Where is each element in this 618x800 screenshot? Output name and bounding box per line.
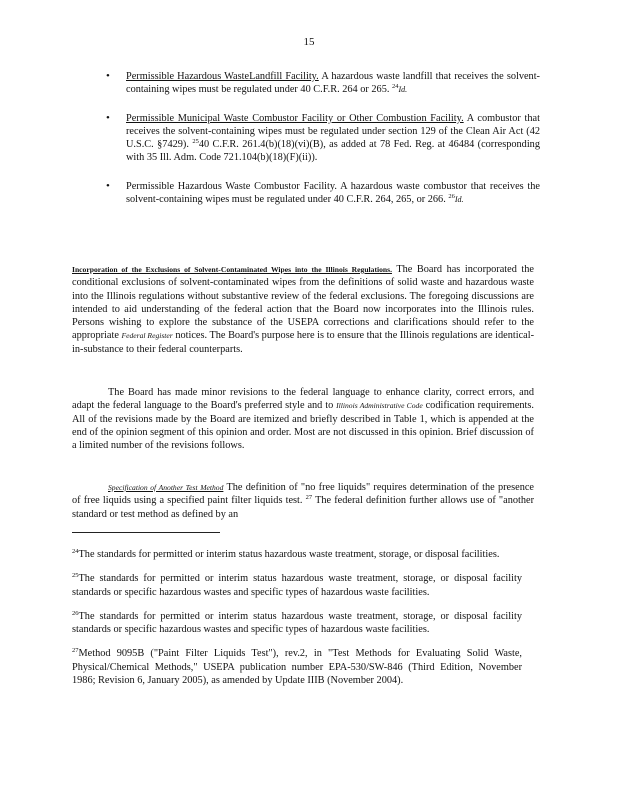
paragraph-incorporation	[72, 263, 534, 356]
paragraph-text: The Board has incorporated the conditional exclusions of solvent-contaminated wipes from the definitions of solid waste and hazardous waste into the Illinois regulations without substantive review of the federal exclusions. The foregoing discussions are intended to aid understanding of the federal action that the Board now incorporates into the Illinois rules. Persons wishing to explore the substance of the USEPA corrections and clarifications should refer to the appropriate	[72, 264, 534, 342]
footnote	[72, 647, 522, 687]
italic-term: Illinois Administrative Code	[336, 401, 423, 411]
citation: Id.	[454, 195, 464, 205]
bullet-text: A combustor that receives the solvent-containing wipes must be regulated under section 129 of the Clean Air Act (42 U.S.C. §7429).	[126, 112, 540, 151]
paragraph-tail: codification requirements. All of the revisions made by the Board are itemized and briefly described in Table 1, which is appended at the end of the opinion segment of this opinion and order. Most are not discussed in this opinion. Brief discussion of a limited number of the revisions follows.	[72, 400, 534, 452]
footnote-ref: 27	[305, 494, 313, 502]
footnotes	[72, 548, 522, 698]
footnote-number: 27	[72, 647, 79, 655]
footnote-text: Method 9095B ("Paint Filter Liquids Test"), rev.2, in "Test Methods for Evaluating Solid Waste, Physical/Chemical Methods," USEPA publication number EPA-530/SW-846 (Third Edition, November 1986; Revision 6, January 2005), as amended by Update IIIB (November 2004).	[72, 648, 522, 687]
footnote	[72, 548, 522, 561]
footnote-ref: 25	[192, 138, 199, 146]
citation: Id.	[398, 85, 408, 95]
bullet-text: A hazardous waste combustor that receives the solvent-containing wipes must be regulated under 40 C.F.R. 264, 265, or 266.	[126, 180, 540, 206]
footnote-number: 24	[72, 548, 79, 555]
paragraph-test-method	[72, 481, 534, 521]
bullet-title: Permissible Hazardous Waste Combustor Facility.	[126, 180, 337, 192]
footnote-text: The standards for permitted or interim status hazardous waste treatment, storage, or disposal facilities.	[78, 549, 500, 560]
bullet-item	[106, 70, 540, 97]
paragraph-revisions	[72, 386, 534, 452]
footnote-separator	[72, 532, 220, 533]
footnote	[72, 572, 522, 599]
bullet-item	[106, 112, 540, 165]
footnote	[72, 610, 522, 637]
paragraph-text: The Board has made minor revisions to the federal language to enhance clarity, correct errors, and adapt the federal language to the Board's preferred style and to	[72, 387, 534, 412]
paragraph-heading: Incorporation of the Exclusions of Solvent-Contaminated Wipes into the Illinois Regulations.	[72, 265, 392, 274]
paragraph-text: The definition of "no free liquids" requires determination of the presence of free liquids using a specified paint filter liquids test.	[72, 482, 534, 507]
bullet-title: Permissible Hazardous WasteLandfill Facility.	[126, 71, 319, 82]
paragraph-tail: The federal definition further allows use of "another standard or test method as defined by an	[72, 495, 534, 520]
footnote-number: 26	[72, 609, 79, 617]
bullet-text: A hazardous waste landfill that receives the solvent-containing wipes must be regulated under 40 C.F.R. 264 or 265.	[126, 71, 540, 96]
bullet-list	[106, 70, 540, 221]
italic-term: Federal Register	[121, 331, 173, 341]
page-number: 15	[303, 36, 315, 48]
paragraph-tail: notices. The Board's purpose here is to ensure that the Illinois regulations are identical-in-substance to their federal counterparts.	[72, 330, 534, 355]
paragraph-heading: Specification of Another Test Method	[108, 483, 224, 492]
bullet-title: Permissible Municipal Waste Combustor Facility or Other Combustion Facility.	[126, 112, 464, 124]
bullet-item	[106, 180, 540, 207]
footnote-ref: 24	[392, 83, 399, 91]
footnote-text: The standards for permitted or interim status hazardous waste treatment, storage, or disposal facility standards or specific hazardous wastes and specific types of hazardous waste facilities.	[72, 610, 522, 636]
footnote-ref: 26	[448, 193, 455, 201]
footnote-text: The standards for permitted or interim status hazardous waste treatment, storage, or disposal facility standards or specific hazardous wastes and specific types of hazardous waste facilities.	[72, 573, 522, 598]
citation: 40 C.F.R. 261.4(b)(18)(vi)(B), as added at 78 Fed. Reg. at 46484 (corresponding with 35 Ill. Adm. Code 721.104(b)(18)(F)(ii)).	[126, 139, 540, 164]
footnote-number: 25	[72, 572, 79, 580]
